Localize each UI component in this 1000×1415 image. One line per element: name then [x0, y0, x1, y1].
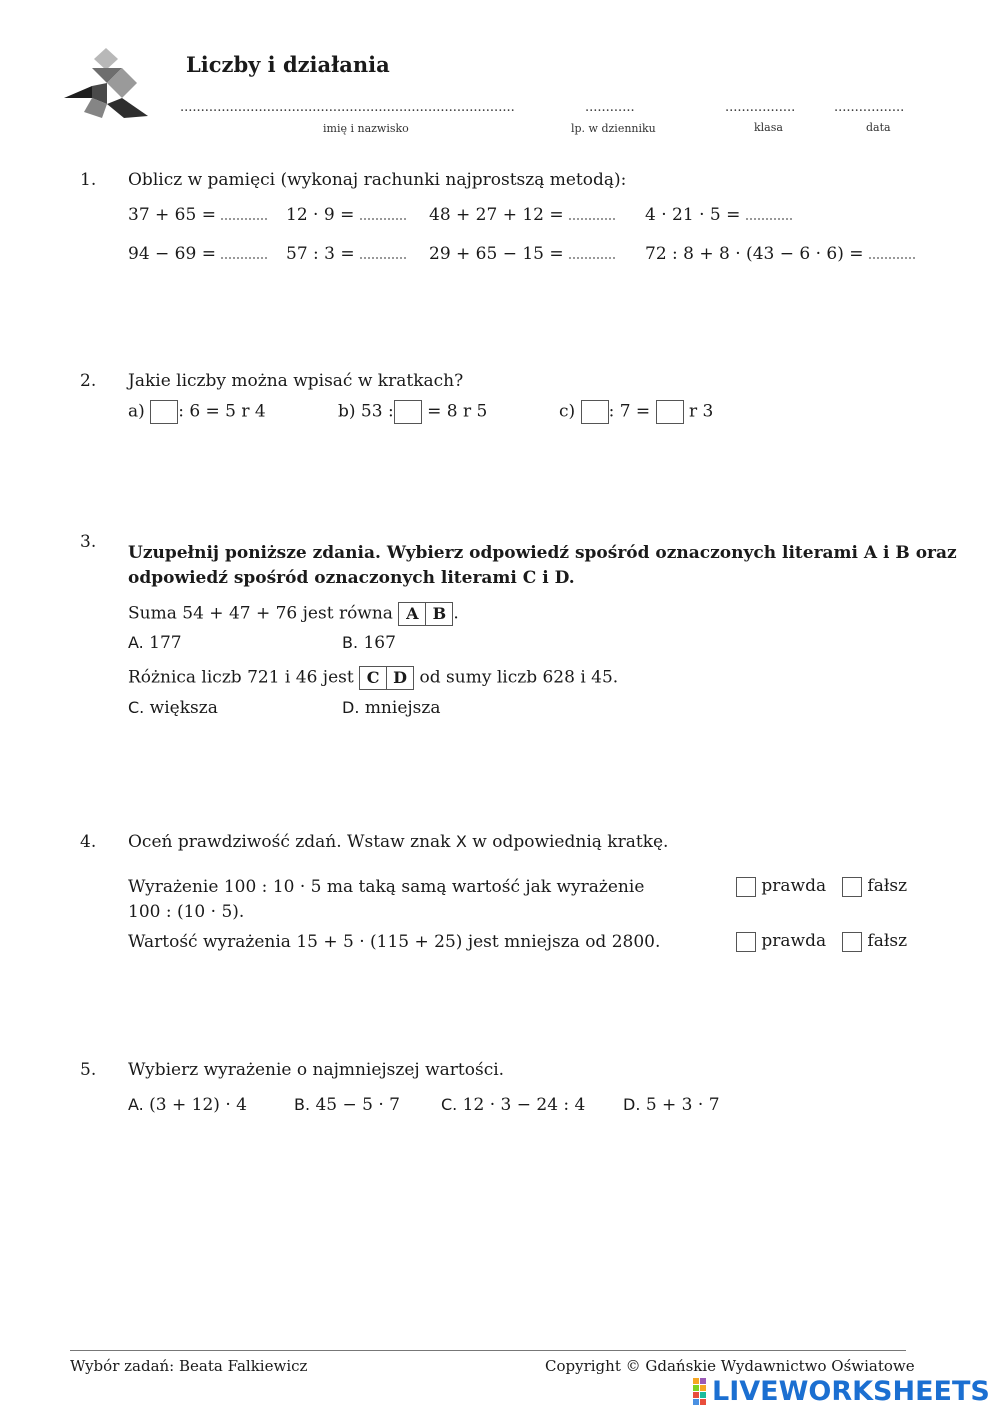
answer-box[interactable]	[394, 400, 422, 424]
answer-blank[interactable]	[869, 245, 915, 259]
answer-box[interactable]	[150, 400, 178, 424]
answer-blank[interactable]	[746, 206, 792, 220]
statement-2-false: fałsz	[842, 931, 907, 952]
statement-1-true: prawda	[736, 876, 826, 897]
page-title: Liczby i działania	[186, 52, 390, 77]
task-2-item-b: b) 53 : = 8 r 5	[338, 400, 487, 424]
task-1-number: 1.	[80, 170, 97, 190]
task-1-expr-5: 94 − 69 =	[128, 244, 267, 264]
answer-blank[interactable]	[569, 245, 615, 259]
name-field-label: imię i nazwisko	[323, 122, 409, 135]
task-3-number: 3.	[80, 532, 97, 552]
task-1-expr-4: 4 · 21 · 5 =	[645, 205, 792, 225]
task-3-sentence-2: Różnica liczb 721 i 46 jest C D od sumy liczb 628 i 45.	[128, 666, 618, 690]
task-5-option-c[interactable]: C. 12 · 3 − 24 : 4	[441, 1095, 586, 1115]
footer-divider	[70, 1350, 906, 1351]
answer-box[interactable]	[656, 400, 684, 424]
task-5-number: 5.	[80, 1060, 97, 1080]
class-number-field-label: lp. w dzienniku	[571, 122, 656, 135]
statement-1-line-2: 100 : (10 · 5).	[128, 902, 245, 922]
option-a[interactable]: A. 177	[128, 633, 182, 653]
task-3-instruction-line-1: Uzupełnij poniższe zdania. Wybierz odpowiedź spośród oznaczonych literami A i B oraz	[128, 543, 957, 563]
statement-1-line-1: Wyrażenie 100 : 10 · 5 ma taką samą wartość jak wyrażenie	[128, 877, 645, 897]
statement-2: Wartość wyrażenia 15 + 5 · (115 + 25) jest mniejsza od 2800.	[128, 932, 661, 952]
class-number-field-dots[interactable]: ............	[585, 100, 635, 115]
task-1-expr-7: 29 + 65 − 15 =	[429, 244, 615, 264]
task-1-instruction: Oblicz w pamięci (wykonaj rachunki najprostszą metodą):	[128, 170, 627, 190]
task-5-option-a[interactable]: A. (3 + 12) · 4	[128, 1095, 247, 1115]
class-field-dots[interactable]: .................	[725, 100, 796, 115]
task-4-number: 4.	[80, 832, 97, 852]
footer-copyright: Copyright © Gdańskie Wydawnictwo Oświatowe	[545, 1357, 915, 1375]
date-field-label: data	[866, 121, 891, 134]
choice-box-ab[interactable]: A B	[398, 602, 453, 626]
date-field-dots[interactable]: .................	[834, 100, 905, 115]
task-1-expr-6: 57 : 3 =	[286, 244, 406, 264]
answer-blank[interactable]	[221, 206, 267, 220]
liveworksheets-brand[interactable]	[693, 1376, 990, 1407]
false-checkbox[interactable]	[842, 932, 862, 952]
task-2-item-a: a) : 6 = 5 r 4	[128, 400, 266, 424]
answer-box[interactable]	[581, 400, 609, 424]
task-2-item-c: c) : 7 = r 3	[559, 400, 713, 424]
option-b[interactable]: B. 167	[342, 633, 396, 653]
statement-2-true: prawda	[736, 931, 826, 952]
task-2-instruction: Jakie liczby można wpisać w kratkach?	[128, 371, 464, 391]
task-3-sentence-1: Suma 54 + 47 + 76 jest równa A B .	[128, 602, 459, 626]
footer-author: Wybór zadań: Beata Falkiewicz	[70, 1357, 308, 1375]
task-1-expr-8: 72 : 8 + 8 · (43 − 6 · 6) =	[645, 244, 915, 264]
answer-blank[interactable]	[569, 206, 615, 220]
name-field-dots[interactable]: .................................................................................	[180, 100, 515, 115]
class-field-label: klasa	[754, 121, 783, 134]
answer-blank[interactable]	[360, 245, 406, 259]
option-c[interactable]: C. większa	[128, 698, 218, 718]
task-5-option-d[interactable]: D. 5 + 3 · 7	[623, 1095, 720, 1115]
task-5-option-b[interactable]: B. 45 − 5 · 7	[294, 1095, 400, 1115]
task-3-instruction-line-2: odpowiedź spośród oznaczonych literami C i D.	[128, 568, 575, 588]
tangram-logo	[62, 46, 150, 122]
task-5-instruction: Wybierz wyrażenie o najmniejszej wartości.	[128, 1060, 505, 1080]
false-checkbox[interactable]	[842, 877, 862, 897]
task-4-instruction: Oceń prawdziwość zdań. Wstaw znak X w odpowiednią kratkę.	[128, 832, 669, 852]
liveworksheets-wordmark: LIVEWORKSHEETS	[712, 1376, 990, 1407]
task-2-number: 2.	[80, 371, 97, 391]
choice-box-cd[interactable]: C D	[359, 666, 414, 690]
answer-blank[interactable]	[221, 245, 267, 259]
statement-1-false: fałsz	[842, 876, 907, 897]
answer-blank[interactable]	[360, 206, 406, 220]
task-1-expr-1: 37 + 65 =	[128, 205, 267, 225]
true-checkbox[interactable]	[736, 877, 756, 897]
option-d[interactable]: D. mniejsza	[342, 698, 441, 718]
true-checkbox[interactable]	[736, 932, 756, 952]
task-1-expr-2: 12 · 9 =	[286, 205, 406, 225]
task-1-expr-3: 48 + 27 + 12 =	[429, 205, 615, 225]
